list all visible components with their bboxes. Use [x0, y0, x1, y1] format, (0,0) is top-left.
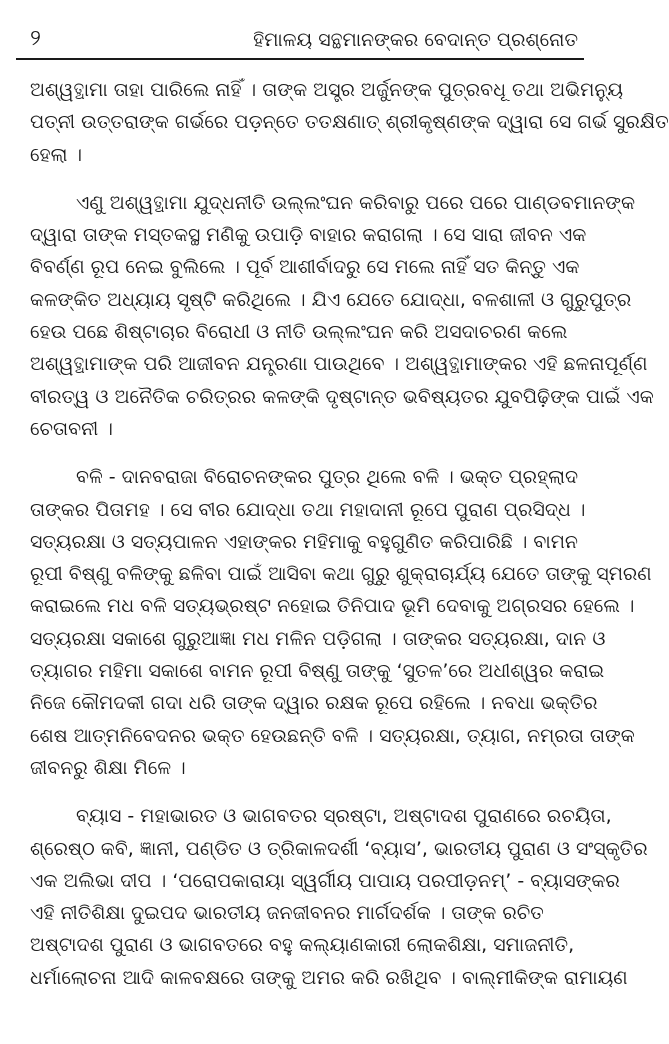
text-line: ଅଷ୍ଟାଦଶ ପୁରାଣ ଓ ଭାଗବତରେ ବହୁ କଲ୍ୟାଣକାରୀ ଲୋକଶିକ୍ଷା, ସମାଜନୀତି,	[30, 934, 575, 957]
text-line: ଏହି ନୀତିଶିକ୍ଷା ଦୁଇପଦ ଭାରତୀୟ ଜନଜୀବନର ମାର୍ଗଦର୍ଶକ । ତାଙ୍କ ରଚିତ	[30, 902, 544, 925]
paragraph-bali	[30, 461, 652, 784]
text-line: ଚେତାବନୀ ।	[30, 417, 113, 440]
page-header	[16, 18, 584, 60]
text-line: ରୂପୀ ବିଷ୍ଣୁ ବଳିଙ୍କୁ ଛଳିବା ପାଇଁ ଆସିବା କଥା ଗୁରୁ ଶୁକ୍ରାଚାର୍ଯ୍ୟ ଯେତେ ତାଙ୍କୁ ସ୍ମରଣ	[30, 563, 652, 586]
text-line: ଅଶ୍ୱତ୍ଥାମା ତାହା ପାରିଲେ ନାହିଁ । ତାଙ୍କ ଅସ୍ତ୍ର ଅର୍ଜୁନଙ୍କ ପୁତ୍ରବଧୂ ତଥା ଅଭିମନ୍ୟୁ	[30, 79, 624, 101]
page-number: ୨	[30, 26, 41, 51]
text-line: ତ୍ୟାଗର ମହିମା ସକାଶେ ବାମନ ରୂପୀ ବିଷ୍ଣୁ ତାଙ୍କୁ ‘ସୁତଳ’ରେ ଅଧୀଶ୍ୱର କରାଇ	[30, 660, 605, 683]
text-line: କଳଙ୍କିତ ଅଧ୍ୟାୟ ସୃଷ୍ଟି କରିଥିଲେ । ଯିଏ ଯେତେ ଯୋଦ୍ଧା, ବଳଶାଳୀ ଓ ଗୁରୁପୁତ୍ର	[30, 288, 632, 311]
text-line: ଶ୍ରେଷ୍ଠ କବି, ଜ୍ଞାନୀ, ପଣ୍ଡିତ ଓ ତ୍ରିକାଳଦର୍ଶୀ ‘ବ୍ୟାସ’, ଭାରତୀୟ ପୁରାଣ ଓ ସଂସ୍କୃତିର	[30, 837, 648, 860]
body-text	[30, 74, 669, 1010]
text-line: ସତ୍ୟରକ୍ଷା ସକାଶେ ଗୁରୁଆଜ୍ଞା ମଧ ମଳିନ ପଡ଼ିଗଲା । ତାଙ୍କର ସତ୍ୟରକ୍ଷା, ଦାନ ଓ	[30, 627, 606, 650]
text-line: ନିଜେ କୌମଦକୀ ଗଦା ଧରି ତାଙ୍କ ଦ୍ୱାର ରକ୍ଷକ ରୂପେ ରହିଲେ । ନବଧା ଭକ୍ତିର	[30, 692, 598, 715]
text-line: ବ୍ୟାସ - ମହାଭାରତ ଓ ଭାଗବତର ସ୍ରଷ୍ଟା, ଅଷ୍ଟାଦଶ ପୁରାଣରେ ରଚୟିତା,	[76, 805, 612, 828]
text-line: ଏକ ଅଲିଭା ଦୀପ । ‘ପରୋପକାରାୟା ସ୍ୱର୍ଗୀୟ ପାପାୟ ପରପୀଡ଼ନମ୍’ - ବ୍ୟାସଙ୍କର	[30, 869, 620, 892]
text-line: ଦ୍ୱାରା ତାଙ୍କ ମସ୍ତକସ୍ଥ ମଣିକୁ ଉପାଡ଼ି ବାହାର କରାଗଲା । ସେ ସାରା ଜୀବନ ଏକ	[30, 224, 587, 247]
text-line: ପତ୍ନୀ ଉତ୍ତରାଙ୍କ ଗର୍ଭରେ ପଡ଼ନ୍ତେ ତତକ୍ଷଣାତ୍ ଶ୍ରୀକୃଷ୍ଣଙ୍କ ଦ୍ୱାରା ସେ ଗର୍ଭ ସୁରକ୍ଷିତ	[30, 111, 669, 134]
paragraph-vyasa	[30, 800, 648, 994]
text-line: ହେଉ ପଛେ ଶିଷ୍ଟାଚାର ବିରୋଧୀ ଓ ନୀତି ଉଲ୍ଲଂଘନ କରି ଅସଦାଚରଣ କଲେ	[30, 321, 568, 344]
running-title: ହିମାଳୟ ସନ୍ଥମାନଙ୍କର ବେଦାନ୍ତ ପ୍ରଶ୍ନୋତ	[253, 29, 578, 51]
paragraph-ashwatthama-punishment	[30, 187, 654, 445]
text-line: ଶେଷ ଆତ୍ମନିବେଦନର ଭକ୍ତ ହେଉଛନ୍ତି ବଳି । ସତ୍ୟରକ୍ଷା, ତ୍ୟାଗ, ନମ୍ରତା ତାଙ୍କ	[30, 724, 635, 747]
text-line: ବିବର୍ଣ୍ଣ ରୂପ ନେଇ ବୁଲିଲେ । ପୂର୍ବ ଆଶୀର୍ବାଦରୁ ସେ ମଲେ ନାହିଁ ସତ କିନ୍ତୁ ଏକ	[30, 256, 580, 279]
text-line: ତାଙ୍କର ପିତାମହ । ସେ ବୀର ଯୋଦ୍ଧା ତଥା ମହାଦାନୀ ରୂପେ ପୁରାଣ ପ୍ରସିଦ୍ଧ ।	[30, 498, 586, 521]
text-line: ସତ୍ୟରକ୍ଷା ଓ ସତ୍ୟପାଳନ ଏହାଙ୍କର ମହିମାକୁ ବହୁଗୁଣିତ କରିପାରିଛି । ବାମନ	[30, 530, 578, 553]
text-line: ଅଶ୍ୱତ୍ଥାମାଙ୍କ ପରି ଆଜୀବନ ଯନ୍ତ୍ରଣା ପାଉଥିବେ । ଅଶ୍ୱତ୍ଥାମାଙ୍କର ଏହି ଛଳନାପୂର୍ଣ୍ଣ	[30, 353, 648, 376]
text-line: କରାଇଲେ ମଧ ବଳି ସତ୍ୟଭ୍ରଷ୍ଟ ନହୋଇ ତିନିପାଦ ଭୂମି ଦେବାକୁ ଅଗ୍ରସର ହେଲେ ।	[30, 595, 635, 618]
paragraph-ashwatthama-end	[30, 74, 669, 171]
text-line: ହେଲା ।	[30, 143, 83, 166]
text-line: ଜୀବନରୁ ଶିକ୍ଷା ମିଳେ ।	[30, 756, 186, 779]
text-line: ଧର୍ମାଲୋଚନା ଆଦି କାଳବକ୍ଷରେ ତାଙ୍କୁ ଅମର କରି ରଖିଥିବ । ବାଲ୍ମୀକିଙ୍କ ରାମାୟଣ	[30, 966, 628, 989]
text-line: ବଳି - ଦାନବରାଜା ବିରୋଚନଙ୍କର ପୁତ୍ର ଥିଲେ ବଳି । ଭକ୍ତ ପ୍ରହ୍ଲାଦ	[76, 466, 579, 489]
text-line: ଏଣୁ ଅଶ୍ୱତ୍ଥାମା ଯୁଦ୍ଧନୀତି ଉଲ୍ଲଂଘନ କରିବାରୁ ପରେ ପରେ ପାଣ୍ଡବମାନଙ୍କ	[76, 191, 636, 214]
text-line: ବୀରତ୍ୱ ଓ ଅନୈତିକ ଚରିତ୍ରର କଳଙ୍କି ଦୃଷ୍ଟାନ୍ତ ଭବିଷ୍ୟତର ଯୁବପିଢ଼ିଙ୍କ ପାଇଁ ଏକ	[30, 385, 654, 408]
